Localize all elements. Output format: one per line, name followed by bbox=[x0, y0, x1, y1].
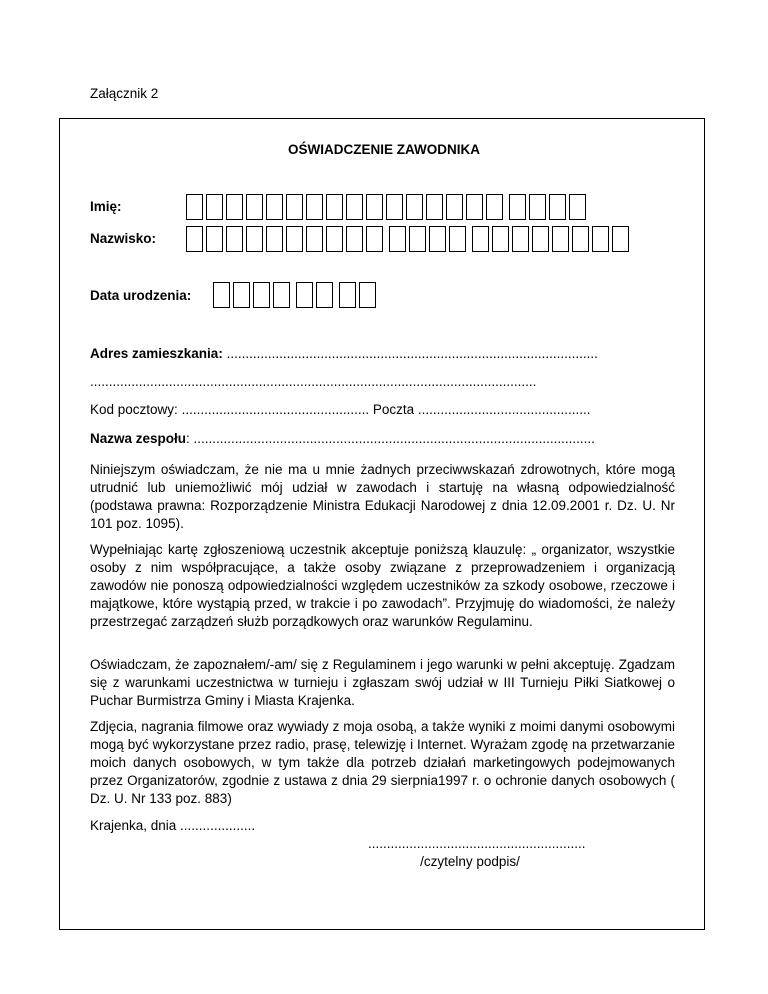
birth-date-box-group bbox=[213, 282, 290, 308]
last-name-char-box[interactable] bbox=[226, 226, 243, 252]
first-name-char-box[interactable] bbox=[486, 194, 503, 220]
team-line bbox=[90, 431, 595, 446]
last-name-char-box[interactable] bbox=[572, 226, 589, 252]
last-name-char-box[interactable] bbox=[266, 226, 283, 252]
last-name-box-group bbox=[389, 226, 466, 252]
attachment-label: Załącznik 2 bbox=[90, 86, 159, 101]
last-name-boxes[interactable] bbox=[186, 226, 629, 252]
first-name-char-box[interactable] bbox=[246, 194, 263, 220]
first-name-char-box[interactable] bbox=[466, 194, 483, 220]
first-name-box-group bbox=[186, 194, 503, 220]
last-name-char-box[interactable] bbox=[492, 226, 509, 252]
birth-date-box-group bbox=[339, 282, 376, 308]
first-name-char-box[interactable] bbox=[406, 194, 423, 220]
first-name-char-box[interactable] bbox=[549, 194, 566, 220]
last-name-char-box[interactable] bbox=[449, 226, 466, 252]
last-name-char-box[interactable] bbox=[306, 226, 323, 252]
last-name-char-box[interactable] bbox=[552, 226, 569, 252]
last-name-char-box[interactable] bbox=[472, 226, 489, 252]
last-name-char-box[interactable] bbox=[366, 226, 383, 252]
last-name-char-box[interactable] bbox=[612, 226, 629, 252]
address-dots-1[interactable]: ................................................................................................... bbox=[226, 346, 598, 361]
place-date-line[interactable]: Krajenka, dnia .................... bbox=[90, 818, 256, 833]
birth-date-char-box[interactable] bbox=[339, 282, 356, 308]
last-name-char-box[interactable] bbox=[409, 226, 426, 252]
first-name-char-box[interactable] bbox=[529, 194, 546, 220]
first-name-char-box[interactable] bbox=[426, 194, 443, 220]
first-name-char-box[interactable] bbox=[326, 194, 343, 220]
last-name-box-group bbox=[186, 226, 383, 252]
birth-date-char-box[interactable] bbox=[213, 282, 230, 308]
first-name-char-box[interactable] bbox=[226, 194, 243, 220]
team-label: Nazwa zespołu bbox=[90, 431, 187, 446]
last-name-label: Nazwisko: bbox=[90, 231, 157, 246]
first-name-char-box[interactable] bbox=[366, 194, 383, 220]
last-name-char-box[interactable] bbox=[206, 226, 223, 252]
first-name-box-group bbox=[509, 194, 586, 220]
team-dots[interactable]: : ........................................................................................................... bbox=[186, 431, 595, 446]
city-label: Poczta bbox=[372, 402, 415, 417]
first-name-char-box[interactable] bbox=[306, 194, 323, 220]
last-name-char-box[interactable] bbox=[346, 226, 363, 252]
address-line-1 bbox=[90, 346, 598, 361]
birth-date-char-box[interactable] bbox=[316, 282, 333, 308]
first-name-label: Imię: bbox=[90, 199, 122, 214]
last-name-box-group bbox=[472, 226, 629, 252]
last-name-char-box[interactable] bbox=[389, 226, 406, 252]
birth-date-char-box[interactable] bbox=[359, 282, 376, 308]
last-name-char-box[interactable] bbox=[512, 226, 529, 252]
birth-date-char-box[interactable] bbox=[253, 282, 270, 308]
last-name-char-box[interactable] bbox=[326, 226, 343, 252]
first-name-char-box[interactable] bbox=[446, 194, 463, 220]
last-name-char-box[interactable] bbox=[186, 226, 203, 252]
liability-clause-paragraph: Wypełniając kartę zgłoszeniową uczestnik akceptuje poniższą klauzulę: „ organizator, wszystkie osoby z nim współpracujące, a także osoby związane z przeprowadzeniem i organizacją zawodów nie ponoszą odpowiedzialności względem uczestników za szkody osobowe, rzeczowe i majątkowe, które wystąpią przed, w trakcie i po zawodach”. Przyjmuję do wiadomości, że należy przestrzegać zarządzeń służb porządkowych oraz warunków Regulaminu. bbox=[90, 542, 675, 629]
birth-date-boxes[interactable] bbox=[213, 282, 376, 308]
postal-line bbox=[90, 402, 590, 417]
postal-label: Kod pocztowy: bbox=[90, 402, 178, 417]
city-dots[interactable]: .............................................. bbox=[417, 402, 591, 417]
first-name-char-box[interactable] bbox=[386, 194, 403, 220]
postal-dots[interactable]: .................................................. bbox=[181, 402, 370, 417]
birth-date-char-box[interactable] bbox=[233, 282, 250, 308]
last-name-char-box[interactable] bbox=[592, 226, 609, 252]
birth-date-char-box[interactable] bbox=[273, 282, 290, 308]
health-statement-paragraph: Niniejszym oświadczam, że nie ma u mnie żadnych przeciwwskazań zdrowotnych, które mogą utrudnić lub uniemożliwić mój udział w zawodach i startuję na własną odpowiedzialność (podstawa prawna: Rozporządzenie Ministra Edukacji Narodowej z dnia 12.09.2001 r. Dz. U. Nr 101 poz. 1095). bbox=[90, 462, 675, 531]
last-name-char-box[interactable] bbox=[429, 226, 446, 252]
birth-date-box-group bbox=[296, 282, 333, 308]
address-dots-2[interactable]: ....................................................................................................................... bbox=[90, 374, 537, 389]
first-name-char-box[interactable] bbox=[569, 194, 586, 220]
last-name-char-box[interactable] bbox=[532, 226, 549, 252]
first-name-boxes[interactable] bbox=[186, 194, 586, 220]
regulations-paragraph: Oświadczam, że zapoznałem/-am/ się z Regulaminem i jego warunki w pełni akceptuję. Zgadzam się z warunkami uczestnictwa w turnieju i zgłaszam swój udział w III Turnieju Piłki Siatkowej o Puchar Burmistrza Gminy i Miasta Krajenka. bbox=[90, 657, 675, 708]
first-name-char-box[interactable] bbox=[509, 194, 526, 220]
birth-date-label: Data urodzenia: bbox=[90, 288, 192, 303]
last-name-char-box[interactable] bbox=[246, 226, 263, 252]
first-name-char-box[interactable] bbox=[346, 194, 363, 220]
first-name-char-box[interactable] bbox=[206, 194, 223, 220]
form-title: OŚWIADCZENIE ZAWODNIKA bbox=[288, 142, 480, 157]
signature-dots[interactable]: .......................................................... bbox=[368, 836, 586, 851]
data-consent-paragraph: Zdjęcia, nagrania filmowe oraz wywiady z moja osobą, a także wyniki z moimi danymi osobowymi mogą być wykorzystane przez radio, prasę, telewizję i Internet. Wyrażam zgodę na przetwarzanie moich danych osobowych, w tym także dla potrzeb działań marketingowych podejmowanych przez Organizatorów, zgodnie z ustawa z dnia 29 sierpnia1997 r. o ochronie danych osobowych ( Dz. U. Nr 133 poz. 883) bbox=[90, 719, 675, 806]
signature-caption: /czytelny podpis/ bbox=[420, 854, 520, 869]
last-name-char-box[interactable] bbox=[286, 226, 303, 252]
address-label: Adres zamieszkania: bbox=[90, 346, 223, 361]
birth-date-char-box[interactable] bbox=[296, 282, 313, 308]
first-name-char-box[interactable] bbox=[266, 194, 283, 220]
first-name-char-box[interactable] bbox=[186, 194, 203, 220]
first-name-char-box[interactable] bbox=[286, 194, 303, 220]
